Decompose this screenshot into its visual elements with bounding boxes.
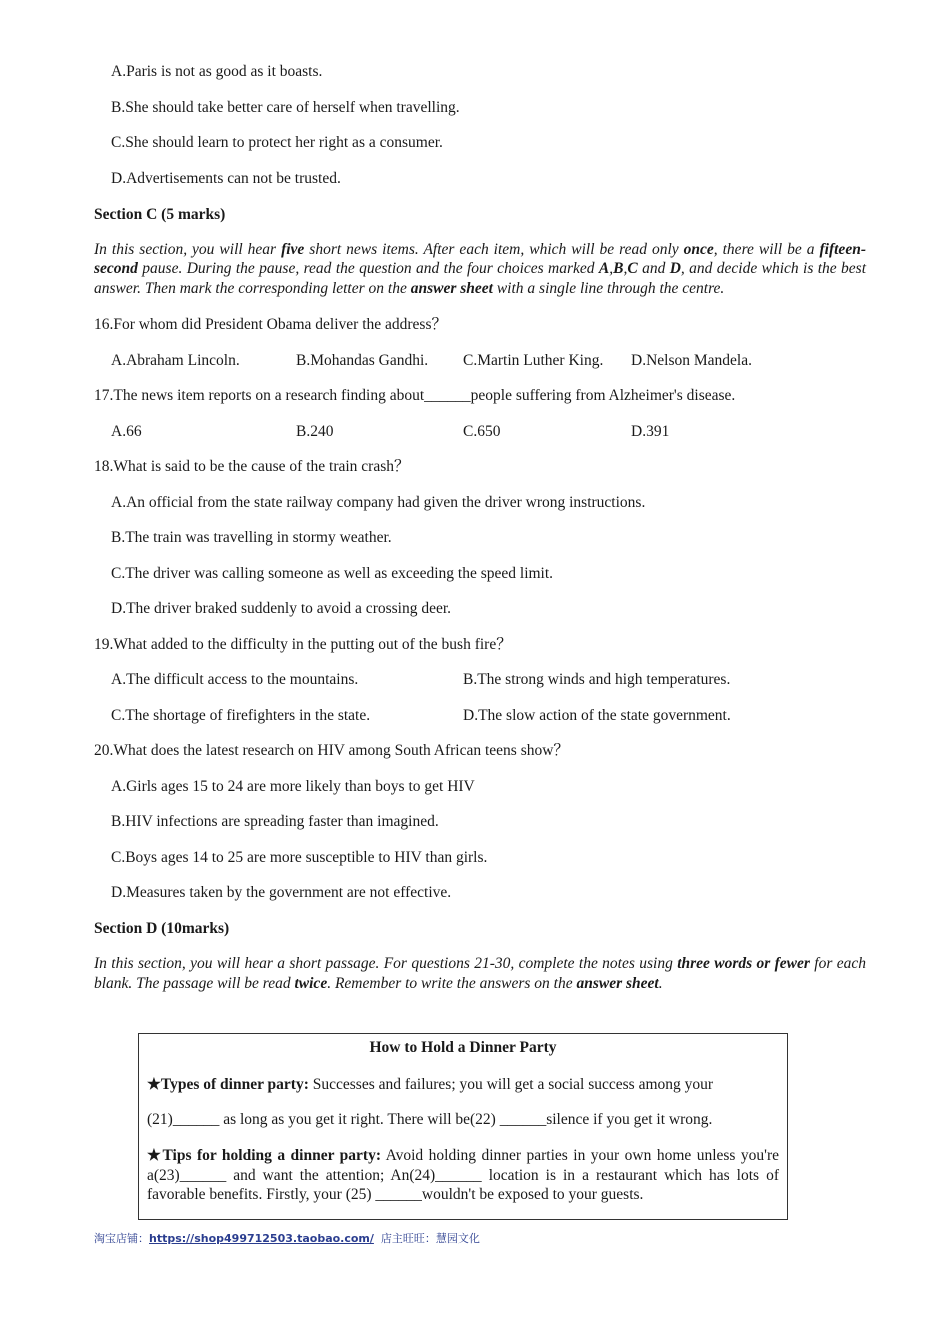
option-c: C.She should learn to protect her right as a consumer. [111, 134, 443, 151]
footer [94, 1230, 480, 1246]
question-19-options-cd [111, 706, 866, 726]
notes-label-tips: ★Tips for holding a dinner party: [147, 1147, 381, 1164]
notes-paragraph-tips: ★Tips for holding a dinner party: Avoid holding dinner parties in your own home unless you're a(23)______ and want the attention; An(24)______ location is in a restaurant which has lots of favorable benefits. Firstly, your (25) ______wouldn't be exposed to your guests. [147, 1147, 779, 1203]
question-20: 20.What does the latest research on HIV among South African teens show？ [94, 742, 569, 759]
notes-title: How to Hold a Dinner Party [369, 1039, 557, 1056]
question-16: 16.For whom did President Obama deliver the address？ [94, 316, 447, 333]
option-a: A.Abraham Lincoln. [111, 351, 240, 369]
option-a: A.66 [111, 422, 142, 440]
option-d: D.Nelson Mandela. [631, 351, 752, 369]
notes-box [138, 1033, 788, 1220]
option-b: B.240 [296, 422, 334, 440]
option-b: B.She should take better care of herself when travelling. [111, 98, 460, 116]
shop-label: 淘宝店铺： [94, 1232, 149, 1245]
option-c: C.The shortage of firefighters in the state. [111, 706, 371, 724]
option-d: D.The slow action of the state government. [463, 706, 731, 724]
section-d-title: Section D (10marks) [94, 920, 230, 937]
section-c-instructions: In this section, you will hear five short news items. After each item, which will be read only once, there will be a fifteen-second pause. During the pause, read the question and the four choices marked A,B,C and D, and decide which is the best answer. Then mark the corresponding letter on the answer sheet with a single line through the centre. [94, 240, 867, 297]
option-b: B.The train was travelling in stormy weather. [111, 529, 392, 546]
notes-paragraph-types: ★Types of dinner party: Successes and failures; you will get a social success among your [147, 1076, 714, 1093]
option-a: A.Girls ages 15 to 24 are more likely than boys to get HIV [111, 777, 475, 795]
option-c: C.The driver was calling someone as well as exceeding the speed limit. [111, 564, 554, 582]
question-19: 19.What added to the difficulty in the putting out of the bush fire？ [94, 635, 512, 653]
option-a: A.Paris is not as good as it boasts. [111, 63, 323, 80]
question-16-options [111, 351, 866, 371]
option-b: B.HIV infections are spreading faster than imagined. [111, 813, 439, 830]
question-19-options-ab [111, 670, 866, 690]
option-d: D.391 [631, 422, 670, 440]
section-c-title: Section C (5 marks) [94, 205, 226, 223]
question-18: 18.What is said to be the cause of the train crash？ [94, 458, 410, 475]
option-d: D.The driver braked suddenly to avoid a crossing deer. [111, 600, 452, 617]
option-a: A.The difficult access to the mountains. [111, 671, 359, 688]
option-c: C.Boys ages 14 to 25 are more susceptible to HIV than girls. [111, 848, 488, 866]
option-a: A.An official from the state railway company had given the driver wrong instructions. [111, 493, 646, 511]
shop-link[interactable]: https://shop499712503.taobao.com/ [149, 1232, 374, 1245]
notes-paragraph-blanks: (21)______ as long as you get it right. There will be(22) ______silence if you get it wrong. [147, 1110, 713, 1128]
exam-page [94, 62, 866, 1010]
option-b: B.Mohandas Gandhi. [296, 351, 429, 369]
option-b: B.The strong winds and high temperatures. [463, 671, 731, 688]
option-d: D.Advertisements can not be trusted. [111, 169, 341, 187]
notes-label-types: ★Types of dinner party: [147, 1076, 309, 1093]
question-17-options [111, 422, 866, 442]
question-17: 17.The news item reports on a research finding about______people suffering from Alzheimer's disease. [94, 387, 736, 404]
option-c: C.Martin Luther King. [463, 351, 604, 369]
section-d-instructions: In this section, you will hear a short passage. For questions 21-30, complete the notes using three words or fewer for each blank. The passage will be read twice. Remember to write the answers on the answer sheet. [94, 955, 866, 992]
option-d: D.Measures taken by the government are not effective. [111, 884, 452, 901]
owner-label: 店主旺旺：慧园文化 [373, 1232, 480, 1245]
option-c: C.650 [463, 422, 501, 440]
